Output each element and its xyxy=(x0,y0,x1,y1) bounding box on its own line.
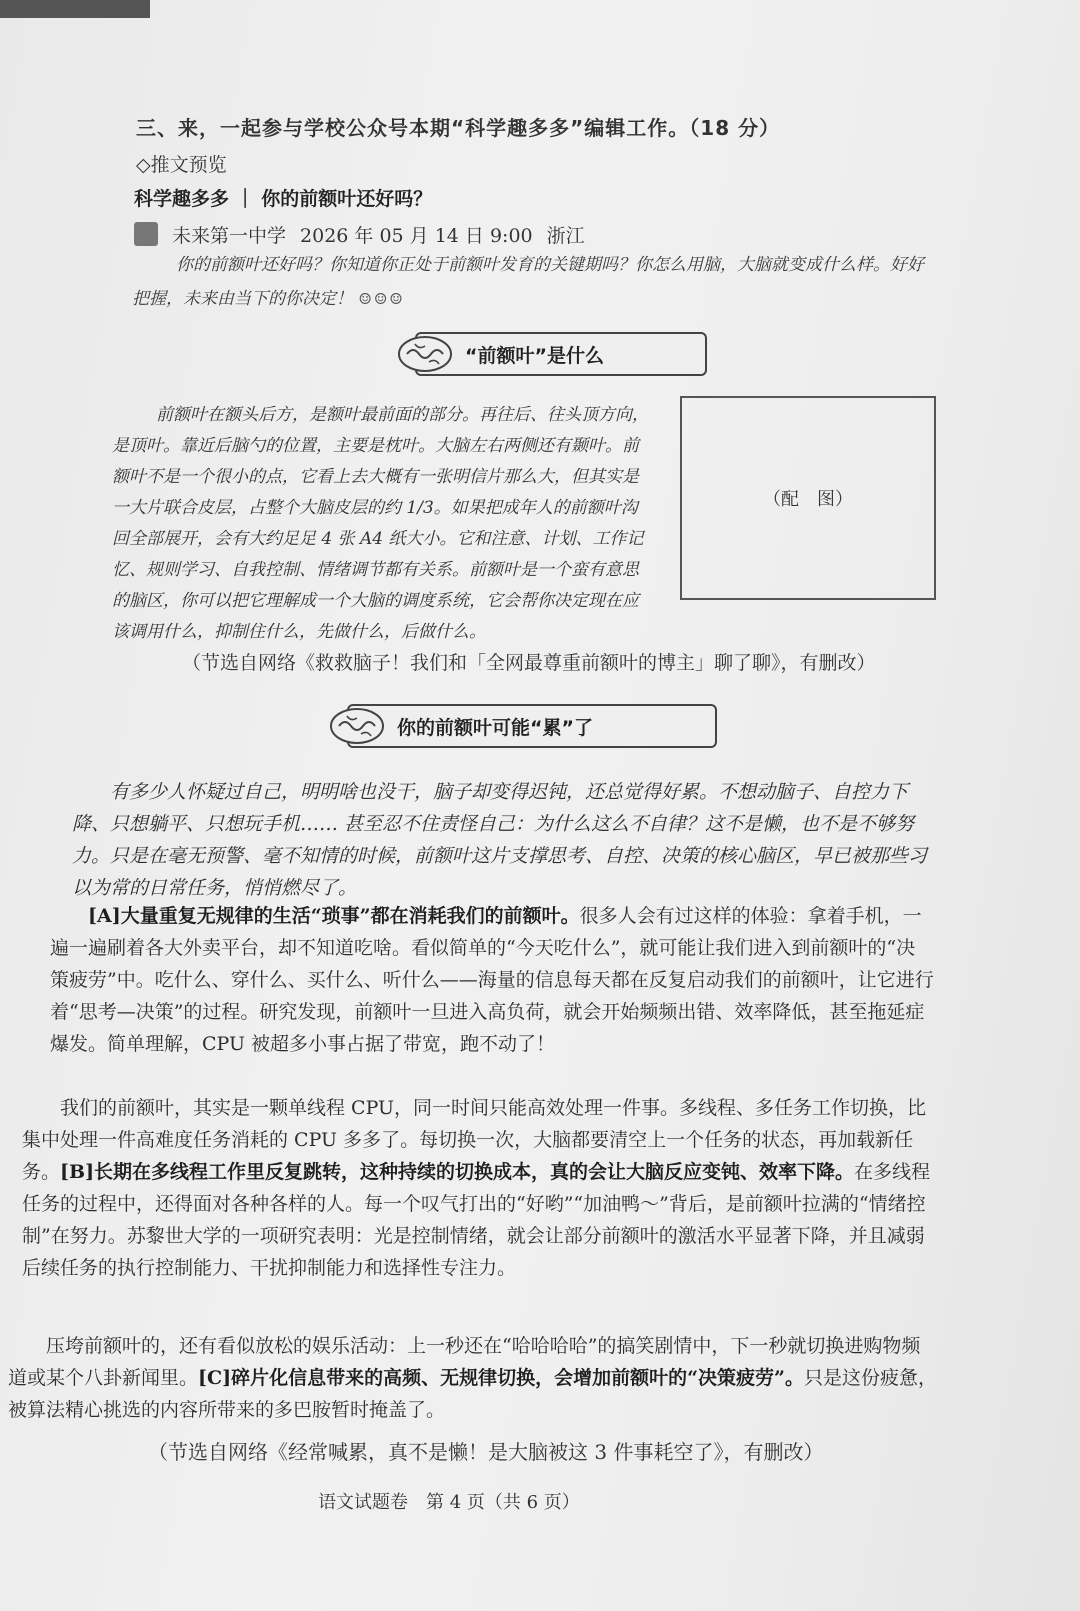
paragraph-text: 只是这份疲惫，被算法精心挑选的内容所带来的多巴胺暂时掩盖了。 xyxy=(8,1367,937,1421)
avatar xyxy=(134,222,158,246)
post-location: 浙江 xyxy=(546,224,585,247)
section-heading-text: 你的前额叶可能“累”了 xyxy=(397,716,593,739)
section-heading-text: “前额叶”是什么 xyxy=(465,344,604,367)
image-placeholder xyxy=(680,396,936,600)
paragraph-text: 我们的前额叶，其实是一颗单线程 CPU，同一时间只能高效处理一件事。多线程、多任务工作切换，比集中处理一件高难度任务消耗的 CPU 多多了。每切换一次，大脑都要清空上一个任务的状态，再加载新任务。 xyxy=(22,1097,927,1183)
section1-paragraph: 前额叶在额头后方，是额叶最前面的部分。再往后、往头顶方向，是顶叶。靠近后脑勺的位置，主要是枕叶。大脑左右两侧还有颞叶。前额叶不是一个很小的点，它看上去大概有一张明信片那么大，但其实是一大片联合皮层，占整个大脑皮层的约 1/3。如果把成年人的前额叶沟回全部展开，会有大约足足 4 张 A4 纸大小。它和注意、计划、工作记忆、规则学习、自我控制、情绪调节都有关系。前额叶是一个蛮有意思的脑区，你可以把它理解成一个大脑的调度系统，它会帮你决定现在应该调用什么，抑制住什么，先做什么，后做什么。 xyxy=(112,405,649,642)
image-placeholder-label: （配 图） xyxy=(763,489,853,510)
section1-source: （节选自网络《救救脑子！我们和「全网最尊重前额叶的博主」聊了聊》，有删改） xyxy=(182,652,876,674)
section2-paragraph-1: 有多少人怀疑过自己，明明啥也没干，脑子却变得迟钝，还总觉得好累。不想动脑子、自控力下降、只想躺平、只想玩手机…… 甚至忍不住责怪自己：为什么这么不自律？这不是懒，也不是不够努力。只是在毫无预警、毫不知情的时候，前额叶这片支撑思考、自控、决策的核心脑区，早已被那些习以为常的日常任务，悄悄燃尽了。 xyxy=(72,781,928,899)
preview-label: ◇推文预览 xyxy=(136,154,227,176)
post-author: 未来第一中学 xyxy=(172,224,287,247)
brain-icon xyxy=(327,702,387,746)
smiley-icons: ☺☺☺ xyxy=(358,290,405,308)
post-datetime: 2026 年 05 月 14 日 9:00 xyxy=(300,224,533,247)
photo-edge-shadow xyxy=(0,0,150,18)
section2-paragraph-2 xyxy=(50,900,934,1060)
section-heading-what xyxy=(415,332,707,376)
post-intro xyxy=(132,248,932,316)
section2-paragraph-4 xyxy=(8,1330,938,1426)
brain-icon xyxy=(395,330,455,374)
marked-sentence-b: [B]长期在多线程工作里反复跳转，这种持续的切换成本，真的会让大脑反应变钝、效率下降。 xyxy=(60,1161,855,1183)
section2-paragraph-3 xyxy=(22,1092,934,1284)
marked-sentence-a: [A]大量重复无规律的生活“琐事”都在消耗我们的前额叶。 xyxy=(88,905,580,927)
post-meta xyxy=(134,220,585,248)
section-heading-tired xyxy=(347,704,717,748)
question-title: 三、来，一起参与学校公众号本期“科学趣多多”编辑工作。（18 分） xyxy=(136,116,781,140)
post-title: 科学趣多多 ｜ 你的前额叶还好吗？ xyxy=(134,188,433,210)
post-intro-text: 你的前额叶还好吗？你知道你正处于前额叶发育的关键期吗？你怎么用脑，大脑就变成什么样。好好把握，未来由当下的你决定！ xyxy=(132,255,924,309)
marked-sentence-c: [C]碎片化信息带来的高频、无规律切换，会增加前额叶的“决策疲劳”。 xyxy=(198,1367,804,1389)
paragraph-text: 在多线程任务的过程中，还得面对各种各样的人。每一个叹气打出的“好哟”“加油鸭～”背后，是前额叶拉满的“情绪控制”在努力。苏黎世大学的一项研究表明：光是控制情绪，就会让部分前额叶的激活水平显著下降，并且减弱后续任务的执行控制能力、干扰抑制能力和选择性专注力。 xyxy=(22,1161,931,1279)
paragraph-text: 很多人会有过这样的体验：拿着手机，一遍一遍刷着各大外卖平台，却不知道吃啥。看似简单的“今天吃什么”，就可能让我们进入到前额叶的“决策疲劳”中。吃什么、穿什么、买什么、听什么——海量的信息每天都在反复启动我们的前额叶，让它进行着“思考—决策”的过程。研究发现，前额叶一旦进入高负荷，就会开始频频出错、效率降低，甚至拖延症爆发。简单理解，CPU 被超多小事占据了带宽，跑不动了！ xyxy=(50,905,934,1055)
section2-source: （节选自网络《经常喊累，真不是懒！是大脑被这 3 件事耗空了》，有删改） xyxy=(148,1440,824,1464)
paragraph-text: 压垮前额叶的，还有看似放松的娱乐活动：上一秒还在“哈哈哈哈”的搞笑剧情中，下一秒就切换进购物频道或某个八卦新闻里。 xyxy=(8,1335,921,1389)
page-footer: 语文试题卷 第 4 页（共 6 页） xyxy=(318,1492,580,1513)
